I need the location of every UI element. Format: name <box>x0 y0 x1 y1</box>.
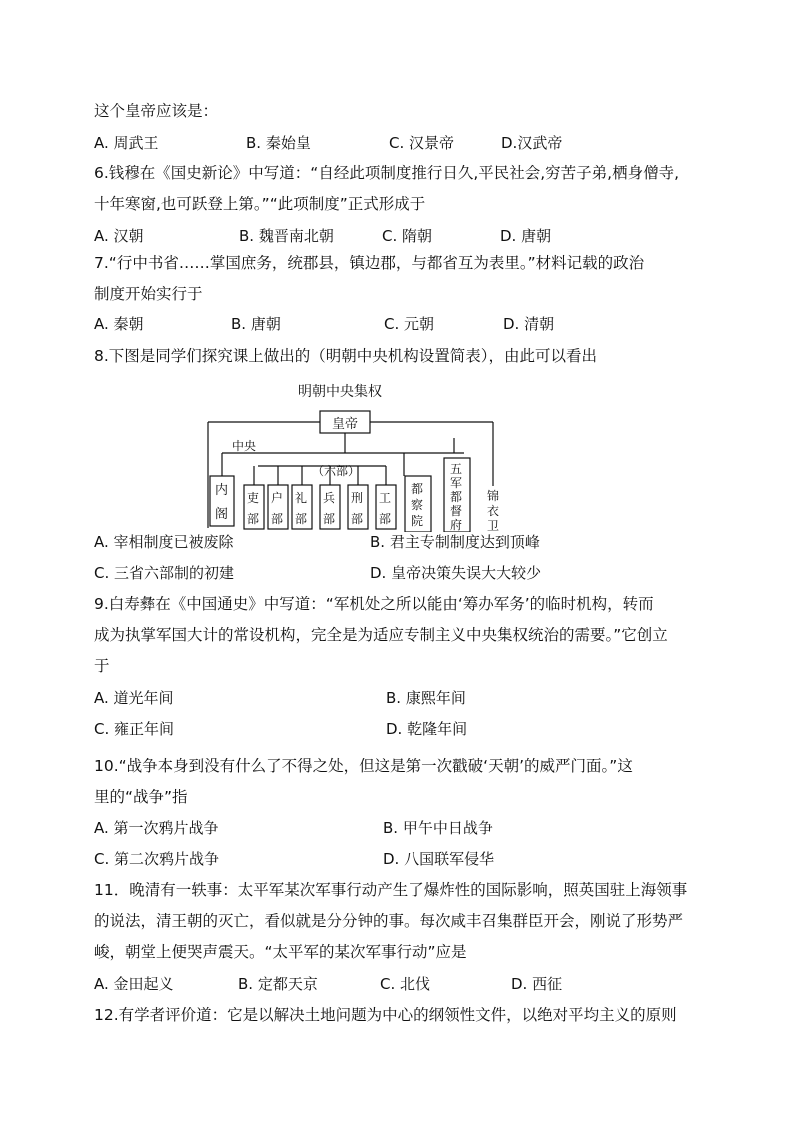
question-8-text: 8.下图是同学们探究课上做出的（明朝中央机构设置简表），由此可以看出 <box>94 347 598 365</box>
jinyiwei-char: 卫 <box>487 519 500 532</box>
duchayuan-char: 都 <box>411 482 424 496</box>
option-c: C. 隋朝 <box>382 227 433 245</box>
ministry-bu: 部 <box>351 512 364 526</box>
ministry-bu: 部 <box>323 512 336 526</box>
ministry-bu: 部 <box>271 512 284 526</box>
question-7-text-cont: 制度开始实行于 <box>94 285 203 303</box>
wujun-char: 五 <box>450 462 463 476</box>
option-c: C. 北伐 <box>380 975 431 993</box>
option-d: D. 唐朝 <box>500 227 552 245</box>
jinyiwei-char: 衣 <box>487 504 500 518</box>
option-b: B. 魏晋南北朝 <box>239 227 334 245</box>
ministry-name: 刑 <box>351 491 364 505</box>
jinyiwei-char: 锦 <box>487 489 500 503</box>
option-d: D. 清朝 <box>503 315 555 333</box>
question-9-text: 9.白寿彝在《中国通史》中写道：“军机处之所以能由‘筹办军务’的临时机构，转而 <box>94 595 654 613</box>
duchayuan-char: 院 <box>411 514 424 528</box>
ministry-bu: 部 <box>295 512 308 526</box>
ministry-name: 礼 <box>295 491 308 505</box>
diagram-title: 明朝中央集权 <box>298 384 382 400</box>
ministry-name: 户 <box>271 491 284 505</box>
question-6-text: 6.钱穆在《国史新论》中写道：“自经此项制度推行日久,平民社会,穷苦子弟,栖身僧寺, <box>94 164 680 182</box>
central-label: 中央 <box>232 439 257 453</box>
ministry-name: 工 <box>379 491 392 505</box>
option-a: A. 第一次鸦片战争 <box>94 819 219 837</box>
option-a: A. 道光年间 <box>94 689 174 707</box>
question-11-text-cont: 峻，朝堂上便哭声震天。“太平军的某次军事行动”应是 <box>94 943 467 961</box>
option-c: C. 三省六部制的初建 <box>94 564 235 582</box>
duchayuan-char: 察 <box>411 498 424 512</box>
question-10-text-cont: 里的“战争”指 <box>94 788 188 806</box>
ministry-bu: 部 <box>379 512 392 526</box>
option-b: B. 甲午中日战争 <box>383 819 493 837</box>
wujun-char: 都 <box>450 490 463 504</box>
option-a: A. 金田起义 <box>94 975 174 993</box>
wujun-char: 军 <box>450 476 463 490</box>
option-b: B. 定都天京 <box>238 975 318 993</box>
option-a: A. 周武王 <box>94 134 159 152</box>
question-6-text-cont: 十年寒窗,也可跃登上第。”“此项制度”正式形成于 <box>94 195 426 213</box>
question-text-line: 这个皇帝应该是： <box>94 102 219 120</box>
question-9-text-cont: 成为执掌军国大计的常设机构，完全是为适应专制主义中央集权统治的需要。”它创立 <box>94 626 668 644</box>
emperor-label: 皇帝 <box>332 417 359 432</box>
wujun-char: 府 <box>450 518 463 532</box>
option-c: C. 雍正年间 <box>94 720 175 738</box>
option-d: D.汉武帝 <box>501 134 563 152</box>
option-b: B. 君主专制制度达到顶峰 <box>370 533 540 551</box>
option-d: D. 西征 <box>511 975 563 993</box>
neige-char: 内 <box>215 483 229 498</box>
option-c: C. 汉景帝 <box>389 134 455 152</box>
option-d: D. 乾隆年间 <box>386 720 468 738</box>
option-a: A. 秦朝 <box>94 315 144 333</box>
option-b: B. 秦始皇 <box>246 134 311 152</box>
ministry-name: 吏 <box>247 491 260 505</box>
option-b: B. 康熙年间 <box>386 689 466 707</box>
ministry-bu: 部 <box>247 512 260 526</box>
option-b: B. 唐朝 <box>231 315 281 333</box>
six-ministries-label: （六部） <box>312 464 361 478</box>
question-11-text: 11．晚清有一轶事：太平军某次军事行动产生了爆炸性的国际影响，照英国驻上海领事 <box>94 881 688 899</box>
option-a: A. 汉朝 <box>94 227 144 245</box>
question-9-text-cont: 于 <box>94 657 110 675</box>
option-c: C. 第二次鸦片战争 <box>94 850 220 868</box>
ming-central-structure-diagram <box>206 378 526 532</box>
question-7-text: 7.“行中书省……掌国庶务，统郡县，镇边郡，与都省互为表里。”材料记载的政治 <box>94 254 645 272</box>
question-12-text: 12.有学者评价道：它是以解决土地问题为中心的纲领性文件，以绝对平均主义的原则 <box>94 1006 677 1024</box>
ministry-name: 兵 <box>323 491 336 505</box>
neige-char: 阁 <box>215 507 229 522</box>
option-d: D. 八国联军侵华 <box>383 850 495 868</box>
option-c: C. 元朝 <box>384 315 435 333</box>
question-11-text-cont: 的说法，清王朝的灭亡，看似就是分分钟的事。每次咸丰召集群臣开会，刚说了形势严 <box>94 912 684 930</box>
wujun-char: 督 <box>450 504 463 518</box>
option-d: D. 皇帝决策失误大大较少 <box>370 564 542 582</box>
question-10-text: 10.“战争本身到没有什么了不得之处，但这是第一次戳破‘天朝’的威严门面。”这 <box>94 757 633 775</box>
option-a: A. 宰相制度已被废除 <box>94 533 234 551</box>
